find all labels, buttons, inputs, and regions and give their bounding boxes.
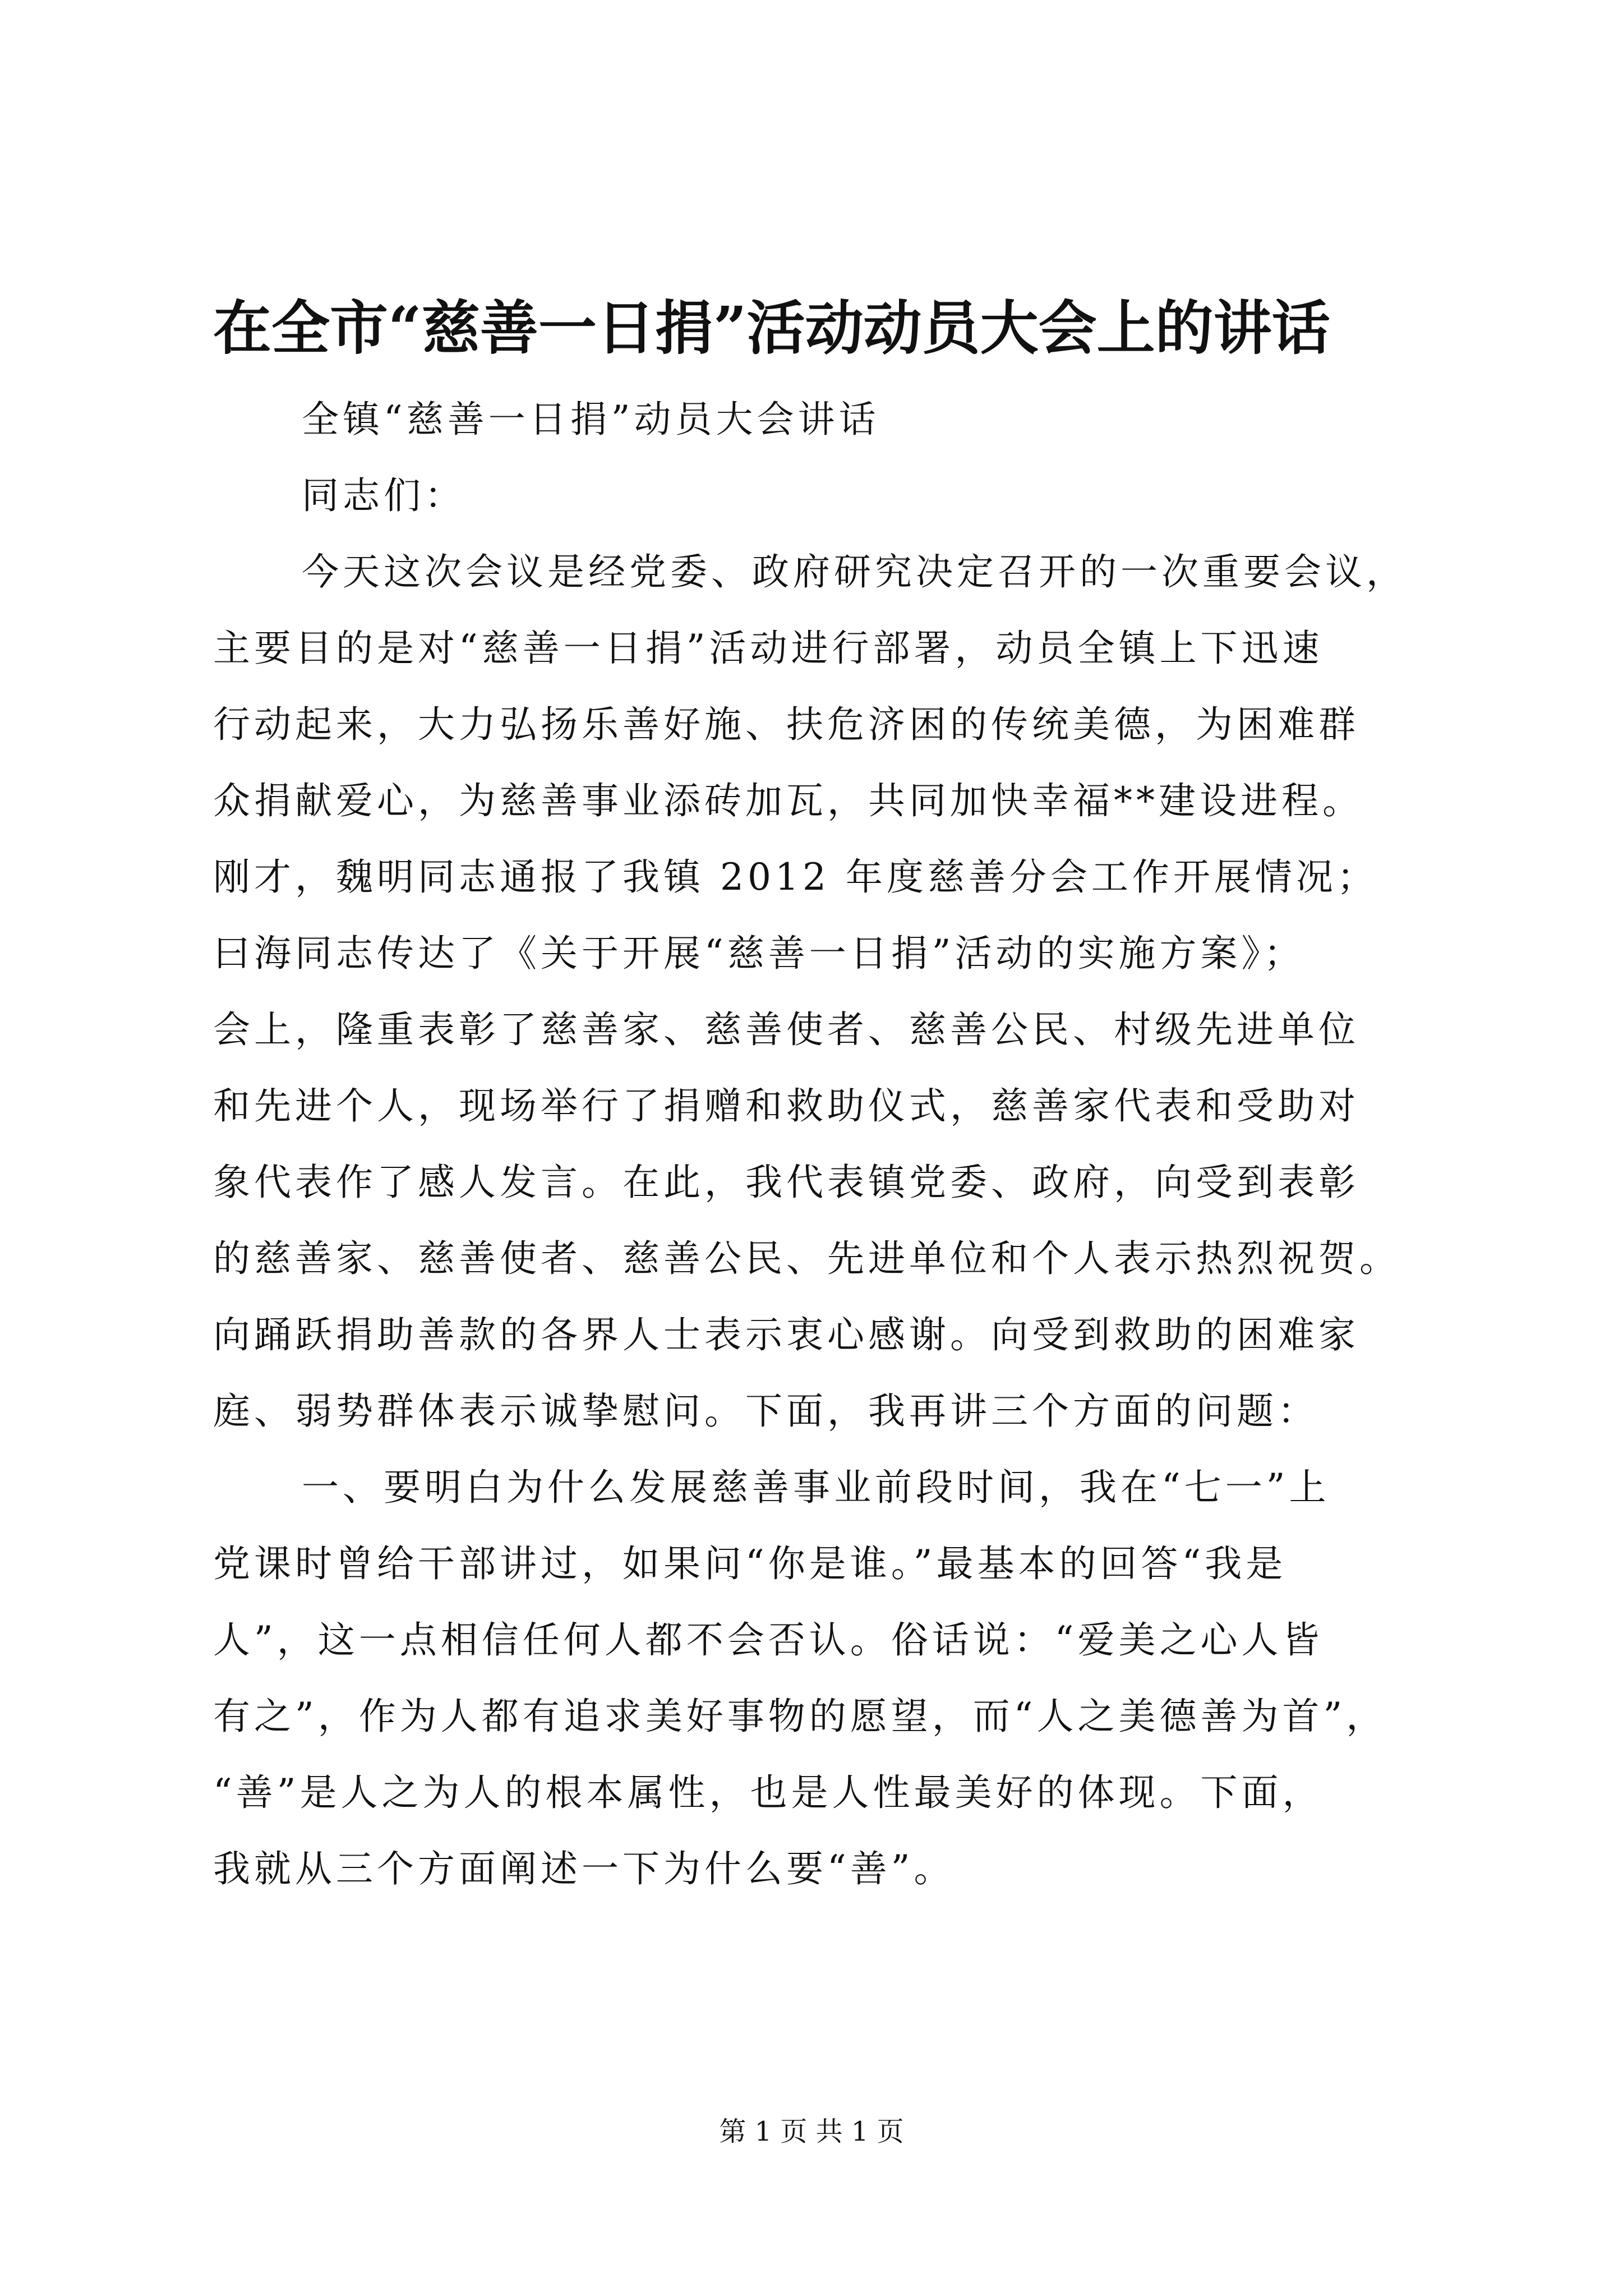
paragraph-line: 象代表作了感人发言。在此，我代表镇党委、政府，向受到表彰 [213,1161,1359,1204]
paragraph-line: 党课时曾给干部讲过，如果问“你是谁。”最基本的回答“我是 [213,1542,1287,1585]
paragraph-line: 会上，隆重表彰了慈善家、慈善使者、慈善公民、村级先进单位 [213,1008,1359,1051]
paragraph-line: 行动起来，大力弘扬乐善好施、扶危济困的传统美德，为困难群 [213,703,1359,746]
paragraph-line: 曰海同志传达了《关于开展“慈善一日捐”活动的实施方案》； [213,932,1305,975]
paragraph-line: 众捐献爱心，为慈善事业添砖加瓦，共同加快幸福**建设进程。 [213,779,1363,822]
paragraph-line: 人”，这一点相信任何人都不会否认。俗话说：“爱美之心人皆 [213,1618,1324,1662]
paragraph-line: 主要目的是对“慈善一日捐”活动进行部署，动员全镇上下迅速 [213,627,1324,670]
document-body [213,381,1464,1907]
paragraph-line: 一、要明白为什么发展慈善事业前段时间，我在“七一”上 [302,1466,1330,1509]
paragraph-line: “善”是人之为人的根本属性，也是人性最美好的体现。下面， [213,1771,1324,1814]
page-footer: 第 1 页 共 1 页 [719,2116,904,2147]
paragraph-line: 庭、弱势群体表示诚挚慰问。下面，我再讲三个方面的问题： [213,1389,1318,1433]
paragraph-line: 今天这次会议是经党委、政府研究决定召开的一次重要会议， [302,550,1407,593]
paragraph-line: 有之”，作为人都有追求美好事物的愿望，而“人之美德善为首”， [213,1695,1387,1738]
paragraph-line: 和先进个人，现场举行了捐赠和救助仪式，慈善家代表和受助对 [213,1084,1359,1128]
paragraph-line: 向踊跃捐助善款的各界人士表示衷心感谢。向受到救助的困难家 [213,1313,1359,1356]
document-title: 在全市“慈善一日捐”活动动员大会上的讲话 [213,293,1330,362]
paragraph-line: 刚才，魏明同志通报了我镇 2012 年度慈善分会工作开展情况； [213,855,1378,899]
salutation-line: 同志们： [302,474,465,517]
paragraph-line: 的慈善家、慈善使者、慈善公民、先进单位和个人表示热烈祝贺。 [213,1237,1400,1280]
paragraph-line: 我就从三个方面阐述一下为什么要“善”。 [213,1847,955,1890]
subtitle-line: 全镇“慈善一日捐”动员大会讲话 [302,398,880,441]
